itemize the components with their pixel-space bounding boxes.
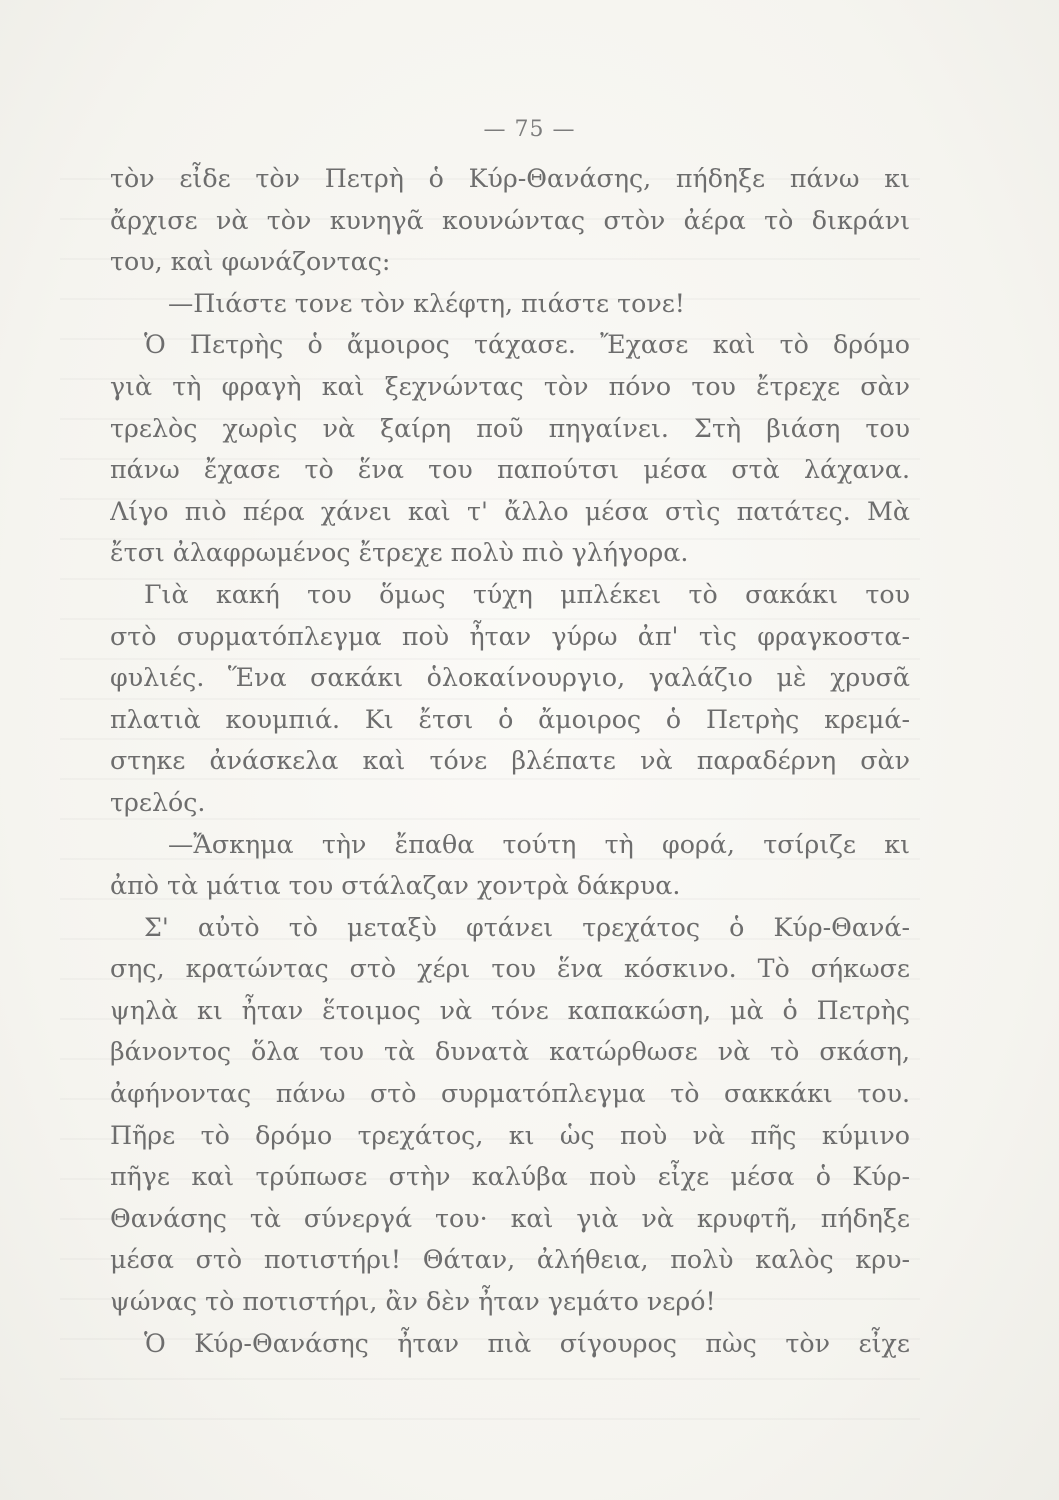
text-line: Σ' αὐτὸ τὸ μεταξὺ φτάνει τρεχάτος ὁ Κύρ-Θανά- [144,912,910,942]
text-line: πῆγε καὶ τρύπωσε στὴν καλύβα ποὺ εἶχε μέσα ὁ Κύρ- [110,1162,910,1192]
text-line: Ὁ Κύρ-Θανάσης ἦταν πιὰ σίγουρος πὼς τὸν εἶχε [144,1328,910,1358]
text-line: ἄρχισε νὰ τὸν κυνηγᾶ κουνώντας στὸν ἀέρα τὸ δικράνι [110,205,910,235]
text-line: τὸν εἶδε τὸν Πετρὴ ὁ Κύρ-Θανάσης, πήδηξε πάνω κι [110,164,910,193]
text-line: του, καὶ φωνάζοντας: [110,247,391,277]
text-line: μέσα στὸ ποτιστήρι! Θάταν, ἀλήθεια, πολὺ καλὸς κρυ- [110,1245,910,1275]
text-line: βάνοντος ὅλα του τὰ δυνατὰ κατώρθωσε νὰ τὸ σκάση, [110,1037,910,1067]
page-number: — 75 — [483,117,576,142]
text-line: ἀφήνοντας πάνω στὸ συρματόπλεγμα τὸ σακκάκι του. [110,1079,910,1109]
body-text [110,158,910,1364]
text-line: Ὁ Πετρὴς ὁ ἄμοιρος τάχασε. Ἔχασε καὶ τὸ δρόμο [144,330,910,360]
text-line: πάνω ἔχασε τὸ ἕνα του παπούτσι μέσα στὰ λάχανα. [110,455,910,485]
text-line: —Πιάστε τονε τὸν κλέφτη, πιάστε τονε! [168,288,685,318]
text-line: Γιὰ κακή του ὅμως τύχη μπλέκει τὸ σακάκι του [144,579,910,609]
text-line: ψώνας τὸ ποτιστήρι, ἂν δὲν ἦταν γεμάτο νερό! [110,1287,716,1317]
text-line: φυλιές. Ἕνα σακάκι ὁλοκαίνουργιο, γαλάζιο μὲ χρυσᾶ [110,663,910,693]
text-line: —Ἄσκημα τὴν ἔπαθα τούτη τὴ φορά, τσίριζε κι [168,829,910,859]
text-line: Πῆρε τὸ δρόμο τρεχάτος, κι ὡς ποὺ νὰ πῆς κύμινο [110,1120,910,1150]
text-line: ἀπὸ τὰ μάτια του στάλαζαν χοντρὰ δάκρυα. [110,871,681,901]
text-line: τρελὸς χωρὶς νὰ ξαίρη ποῦ πηγαίνει. Στὴ βιάση του [110,413,910,443]
text-line: στηκε ἀνάσκελα καὶ τόνε βλέπατε νὰ παραδέρνη σὰν [110,746,910,776]
text-line: Λίγο πιὸ πέρα χάνει καὶ τ' ἄλλο μέσα στὶς πατάτες. Μὰ [110,496,910,526]
text-line: Θανάσης τὰ σύνεργά του· καὶ γιὰ νὰ κρυφτῆ, πήδηξε [110,1203,910,1233]
text-line: πλατιὰ κουμπιά. Κι ἔτσι ὁ ἄμοιρος ὁ Πετρὴς κρεμά- [110,704,910,734]
text-line: γιὰ τὴ φραγὴ καὶ ξεχνώντας τὸν πόνο του ἔτρεχε σὰν [110,371,910,401]
text-line: ψηλὰ κι ἦταν ἕτοιμος νὰ τόνε καπακώση, μὰ ὁ Πετρὴς [110,995,910,1025]
text-line: στὸ συρματόπλεγμα ποὺ ἦταν γύρω ἀπ' τὶς φραγκοστα- [110,621,910,651]
text-line: ἔτσι ἀλαφρωμένος ἔτρεχε πολὺ πιὸ γλήγορα. [110,538,689,568]
text-line: σης, κρατώντας στὸ χέρι του ἕνα κόσκινο. Τὸ σήκωσε [110,954,910,984]
text-line: τρελός. [110,787,206,817]
